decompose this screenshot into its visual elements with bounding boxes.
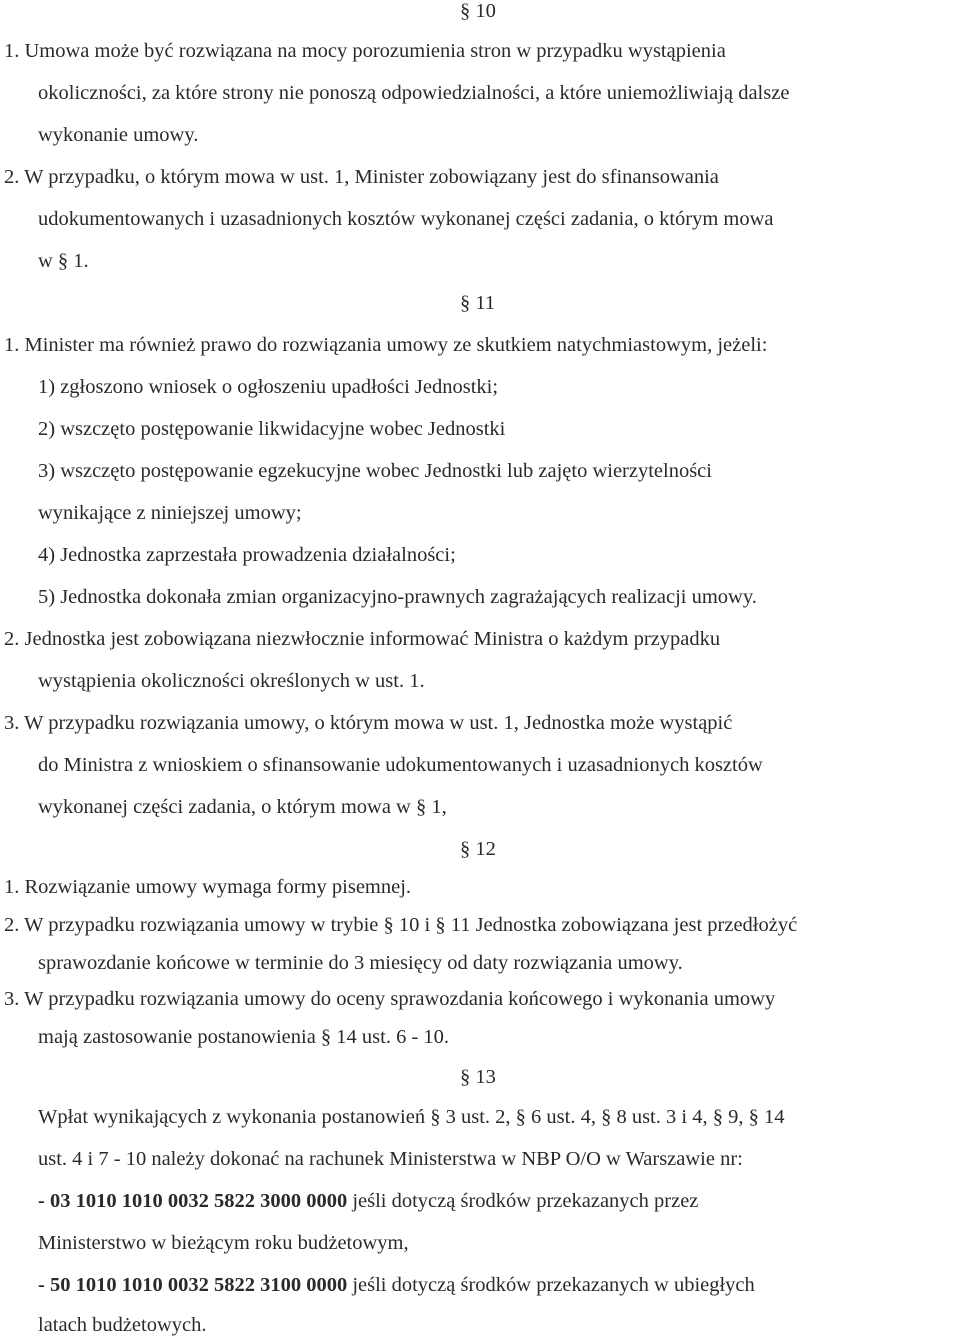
paragraph-line: wystąpienia okoliczności określonych w ust. 1. (38, 670, 425, 692)
section-heading-11: § 11 (460, 292, 496, 314)
account-line-2 (0, 1274, 960, 1298)
paragraph-line: wykonanej części zadania, o którym mowa w § 1, (38, 796, 447, 818)
account-description-1: jeśli dotyczą środków przekazanych przez (352, 1190, 699, 1212)
list-item: 5) Jednostka dokonała zmian organizacyjno-prawnych zagrażających realizacji umowy. (38, 586, 757, 608)
paragraph-line: 3. W przypadku rozwiązania umowy do oceny sprawozdania końcowego i wykonania umowy (4, 988, 776, 1010)
text: 1. Umowa może być rozwiązana na mocy porozumienia stron w przypadku wystąpienia (4, 40, 726, 62)
paragraph-line: Wpłat wynikających z wykonania postanowień § 3 ust. 2, § 6 ust. 4, § 8 ust. 3 i 4, § 9, § 14 (38, 1106, 785, 1128)
paragraph-line: 2. Jednostka jest zobowiązana niezwłocznie informować Ministra o każdym przypadku (4, 628, 721, 650)
section-heading-12: § 12 (460, 838, 496, 860)
paragraph-line: 2. W przypadku rozwiązania umowy w trybie § 10 i § 11 Jednostka zobowiązana jest przedłożyć (4, 914, 798, 936)
paragraph-line: w § 1. (38, 250, 89, 272)
section-heading-13: § 13 (460, 1066, 496, 1088)
list-item: 4) Jednostka zaprzestała prowadzenia działalności; (38, 544, 456, 566)
list-item: 2) wszczęto postępowanie likwidacyjne wobec Jednostki (38, 418, 506, 440)
paragraph-line: 1. Rozwiązanie umowy wymaga formy pisemnej. (4, 876, 412, 898)
paragraph-line: ust. 4 i 7 - 10 należy dokonać na rachunek Ministerstwa w NBP O/O w Warszawie nr: (38, 1148, 743, 1170)
paragraph-line: latach budżetowych. (38, 1314, 207, 1336)
paragraph-line: 3. W przypadku rozwiązania umowy, o którym mowa w ust. 1, Jednostka może wystąpić (4, 712, 733, 734)
account-description-2: jeśli dotyczą środków przekazanych w ubiegłych (352, 1274, 755, 1296)
section-heading-10: § 10 (460, 0, 496, 22)
paragraph-line: Ministerstwo w bieżącym roku budżetowym, (38, 1232, 409, 1254)
paragraph-line: do Ministra z wnioskiem o sfinansowanie udokumentowanych i uzasadnionych kosztów (38, 754, 763, 776)
paragraph-line: 1. Minister ma również prawo do rozwiązania umowy ze skutkiem natychmiastowym, jeżeli: (4, 334, 768, 356)
account-number-2: - 50 1010 1010 0032 5822 3100 0000 (38, 1274, 348, 1296)
paragraph-line (0, 40, 960, 64)
paragraph-line: sprawozdanie końcowe w terminie do 3 miesięcy od daty rozwiązania umowy. (38, 952, 683, 974)
account-line-1 (0, 1190, 960, 1214)
paragraph-line: mają zastosowanie postanowienia § 14 ust. 6 - 10. (38, 1026, 450, 1048)
paragraph-line: okoliczności, za które strony nie ponoszą odpowiedzialności, a które uniemożliwiają dalsze (38, 82, 790, 104)
paragraph-line: udokumentowanych i uzasadnionych kosztów wykonanej części zadania, o którym mowa (38, 208, 774, 230)
paragraph-line: wykonanie umowy. (38, 124, 199, 146)
list-item: 1) zgłoszono wniosek o ogłoszeniu upadłości Jednostki; (38, 376, 499, 398)
list-item: 3) wszczęto postępowanie egzekucyjne wobec Jednostki lub zajęto wierzytelności (38, 460, 712, 482)
account-number-1: - 03 1010 1010 0032 5822 3000 0000 (38, 1190, 348, 1212)
list-item: wynikające z niniejszej umowy; (38, 502, 302, 524)
paragraph-line: 2. W przypadku, o którym mowa w ust. 1, Minister zobowiązany jest do sfinansowania (4, 166, 719, 188)
